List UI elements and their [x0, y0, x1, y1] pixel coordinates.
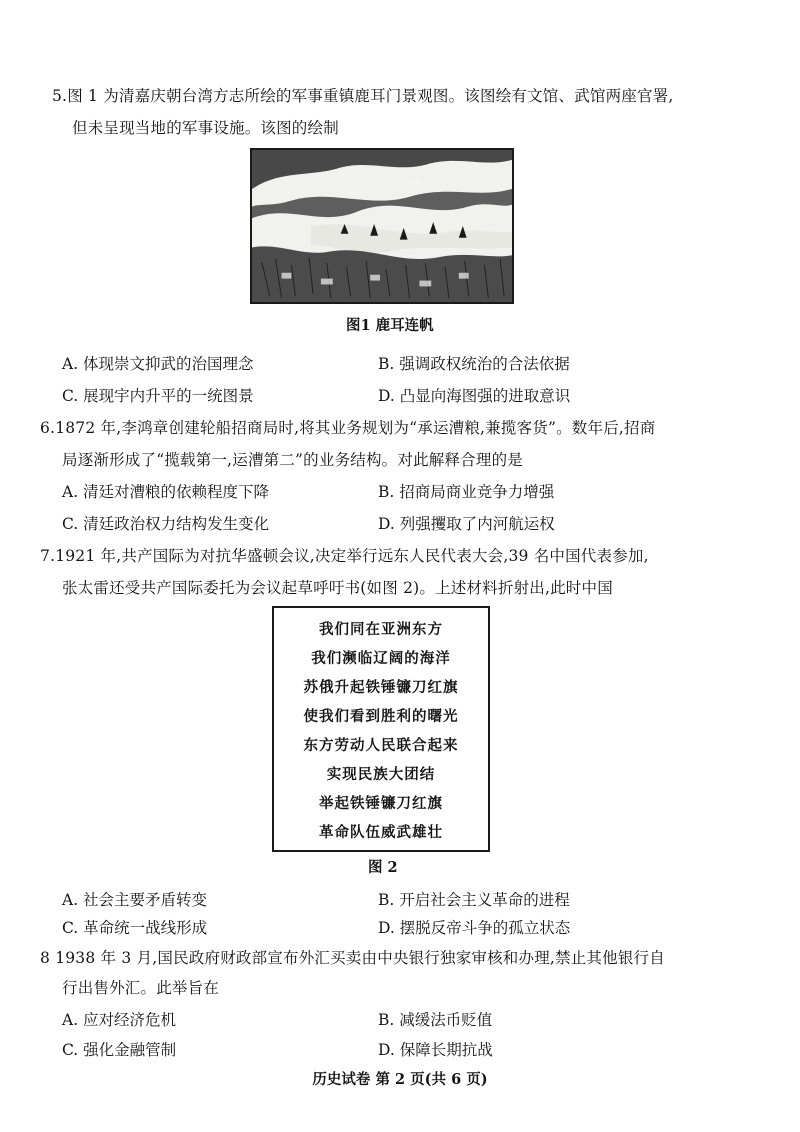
q5-option-c: C. 展现宇内升平的一统图景 [62, 387, 254, 405]
q8-option-c: C. 强化金融管制 [62, 1041, 177, 1059]
q6-option-c: C. 清廷政治权力结构发生变化 [62, 515, 270, 533]
q8-stem-line2: 行出售外汇。此举旨在 [62, 979, 220, 997]
poem-line: 东方劳动人民联合起来 [303, 737, 459, 754]
q5-stem-line2: 但未呈现当地的军事设施。该图的绘制 [72, 119, 339, 137]
q7-option-c: C. 革命统一战线形成 [62, 919, 208, 937]
figure-1-landscape-illustration [250, 148, 514, 304]
q8-option-d: D. 保障长期抗战 [378, 1041, 493, 1059]
q5-option-d: D. 凸显向海图强的进取意识 [378, 387, 571, 405]
q5-option-a: A. 体现崇文抑武的治国理念 [62, 355, 254, 373]
poem-line: 革命队伍威武雄壮 [319, 824, 443, 841]
figure-1-caption: 图1 鹿耳连帆 [346, 317, 434, 334]
q6-stem-line1: 6.1872 年,李鸿章创建轮船招商局时,将其业务规划为“承运漕粮,兼揽客货”。数年后,招商 [40, 419, 656, 437]
figure-2-caption: 图 2 [368, 859, 398, 876]
q7-option-a: A. 社会主要矛盾转变 [62, 891, 208, 909]
page-footer: 历史试卷 第 2 页(共 6 页) [312, 1071, 488, 1088]
q6-option-d: D. 列强攫取了内河航运权 [378, 515, 555, 533]
q6-option-b: B. 招商局商业竞争力增强 [378, 483, 555, 501]
q6-stem-line2: 局逐渐形成了“揽载第一,运漕第二”的业务结构。对此解释合理的是 [62, 451, 523, 469]
q7-stem-line1: 7.1921 年,共产国际为对抗华盛顿会议,决定举行远东人民代表大会,39 名中国代表参加, [40, 547, 649, 565]
poem-line: 实现民族大团结 [326, 766, 436, 783]
q5-stem-line1: 5.图 1 为清嘉庆朝台湾方志所绘的军事重镇鹿耳门景观图。该图绘有文馆、武馆两座官署, [52, 87, 674, 105]
q5-option-b: B. 强调政权统治的合法依据 [378, 355, 570, 373]
q7-option-b: B. 开启社会主义革命的进程 [378, 891, 570, 909]
q8-stem-line1: 8 1938 年 3 月,国民政府财政部宣布外汇买卖由中央银行独家审核和办理,禁止其他银行自 [40, 949, 665, 967]
q8-option-a: A. 应对经济危机 [62, 1011, 177, 1029]
q7-stem-line2: 张太雷还受共产国际委托为会议起草呼吁书(如图 2)。上述材料折射出,此时中国 [62, 579, 613, 597]
q6-option-a: A. 清廷对漕粮的依赖程度下降 [62, 483, 270, 501]
poem-line: 举起铁锤镰刀红旗 [319, 795, 443, 812]
figure-2-poem-box [272, 606, 490, 852]
engraving-drawing [252, 150, 512, 302]
q7-option-d: D. 摆脱反帝斗争的孤立状态 [378, 919, 571, 937]
poem-line: 我们同在亚洲东方 [319, 621, 443, 638]
poem-line: 使我们看到胜利的曙光 [303, 708, 459, 725]
poem-line: 苏俄升起铁锤镰刀红旗 [303, 679, 459, 696]
q8-option-b: B. 减缓法币贬值 [378, 1011, 493, 1029]
poem-line: 我们濒临辽阔的海洋 [311, 650, 451, 667]
